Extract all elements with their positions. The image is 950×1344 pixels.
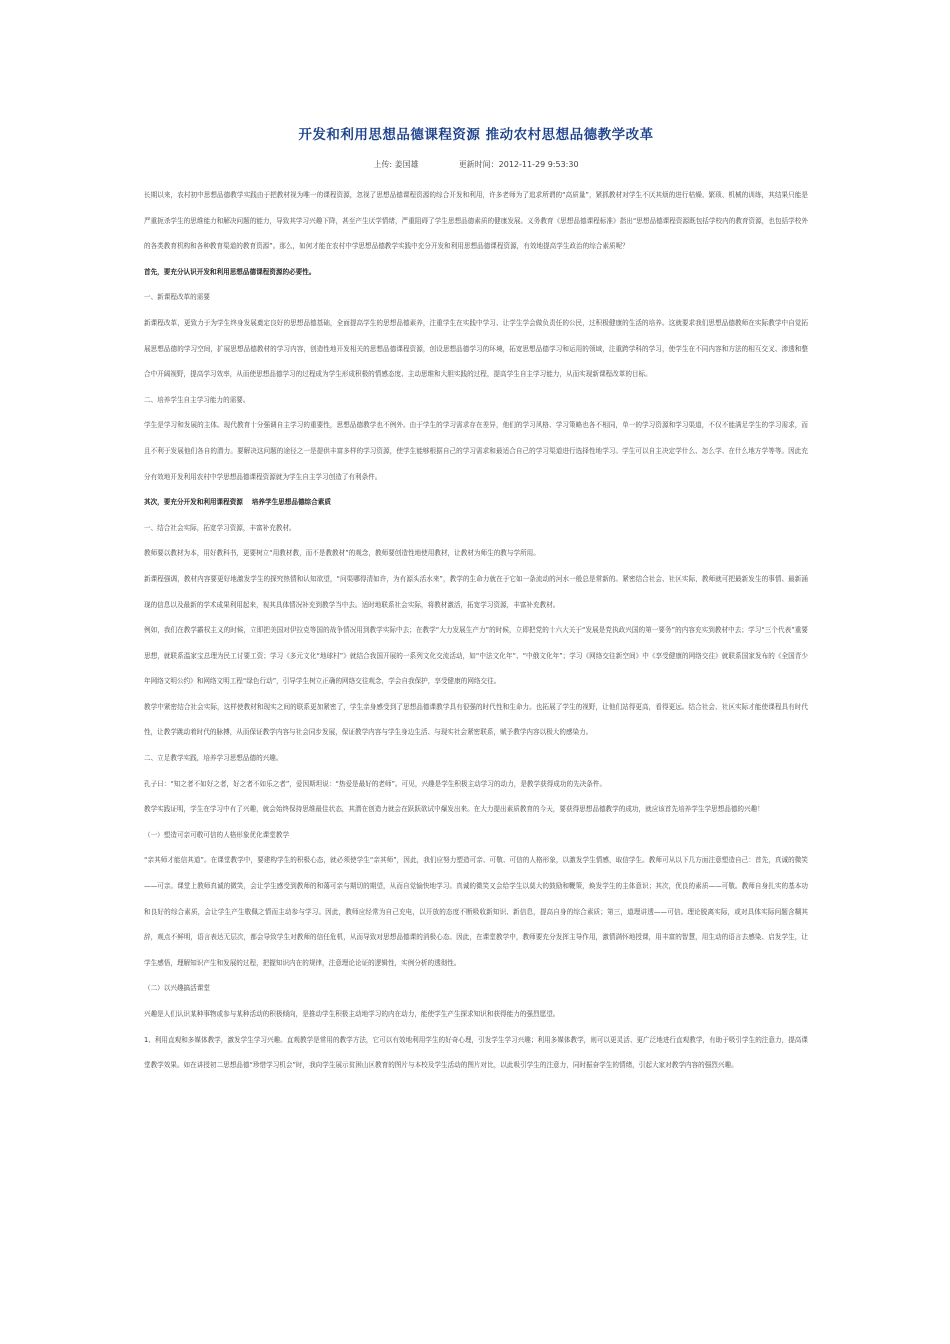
paragraph: “亲其师才能信其道”。在课堂教学中，要建构学生的积极心态，就必须使学生“亲其师”，因此，我们应努力塑造可亲、可敬、可信的人格形象，以激发学生情感，取信学生。教师可从以下几方面注意塑造自己：首先，真诚的微笑——可亲。课堂上教师真诚的微笑，会让学生感受到教师的和蔼可亲与期切的期望，从而自觉愉快地学习。真诚的微笑又会给学生以莫大的鼓励和鞭策，焕发学生的主体意识；其次，优良的素质——可敬。教师自身扎实的基本功和良好的综合素质，会让学生产生敬佩之情而主动参与学习。因此，教师应经常为自己充电，以开放的态度不断吸收新知识、新信息，提高自身的综合素质；第三，道理讲透——可信。理论脱离实际，或对具体实际问题含糊其辞，观点不鲜明，语言表达无层次，都会导致学生对教师的信任危机，从而导致对思想品德课的消极心态。因此，在课堂教学中，教师要充分发挥主导作用，激情满怀地授课，用丰富的智慧，用生动的语言去感染、启发学生，让学生感悟，理解知识产生和发展的过程，把握知识内在的规律，注意理论论证的逻辑性，实例分析的透彻性。 xyxy=(144,856,808,967)
paragraph: 一、新课程改革的需要 xyxy=(144,293,210,302)
updated-time-label: 更新时间：2012-11-29 9:53:30 xyxy=(458,160,579,169)
paragraph: 二、立足教学实践，培养学习思想品德的兴趣。 xyxy=(144,754,283,763)
article-meta xyxy=(144,159,808,171)
paragraph: 兴趣是人们认识某种事物或参与某种活动的积极倾向，是推动学生积极主动地学习的内在动力，能使学生产生探求知识和获得能力的强烈愿望。 xyxy=(144,1010,560,1018)
section-heading: 其次，要充分开发和利用课程资源 培养学生思想品德综合素质 xyxy=(144,498,331,507)
paragraph: 教学实践证明，学生在学习中有了兴趣，就会始终保持思维最佳状态，其潜在创造力就会在跃跃欲试中爆发出来。在大力提出素质教育的今天，要获得思想品德教学的成功，就应该首先培养学生学思想品德的兴趣！ xyxy=(144,805,764,814)
paragraph: 一、结合社会实际，拓宽学习资源，丰富补充教材。 xyxy=(144,523,296,532)
paragraph: 二、培养学生自主学习能力的需要。 xyxy=(144,395,250,404)
uploader-label: 上传: 姜国雄 xyxy=(373,160,419,169)
paragraph: 新课程改革，更致力于为学生终身发展奠定良好的思想品德基础，全面提高学生的思想品德素养，注重学生在实践中学习、让学生学会做负责任的公民，过积极健康的生活的培养。这就要求我们思想品德教师在实际教学中自觉拓展思想品德的学习空间，扩展思想品德教材的学习内容，创造性地开发相关的思想品德课程资源，创设思想品德学习的环境，拓宽思想品德学习和运用的领域，注重跨学科的学习，使学生在不同内容和方法的相互交叉、渗透和整合中开阔视野，提高学习效率，从而使思想品德学习的过程成为学生形成积极的情感态度、主动思维和大胆实践的过程，提高学生自主学习能力，从而实现新课程改革的目标。 xyxy=(144,318,808,379)
paragraph: 1、利用直观和多媒体教学，激发学生学习兴趣。直观教学是常用的教学方法，它可以有效地利用学生的好奇心理，引发学生学习兴趣；利用多媒体教学，则可以更灵活、更广泛地进行直观教学，有助于吸引学生的注意力，提高课堂教学效果。如在讲授初二思想品德“珍惜学习机会”时，我向学生展示贫困山区教育的图片与本校及学生活动的图片对比，以此吸引学生的注意力，同时振奋学生的情绪，引起大家对教学内容的强烈兴趣。 xyxy=(144,1035,808,1070)
paragraph: 教学中紧密结合社会实际，这样使教材和现实之间的联系更加紧密了，学生亲身感受到了思想品德课教学具有很强的时代性和生命力。也拓展了学生的视野，让他们站得更高，看得更远。结合社会、社区实际才能使课程具有时代性，让教学跳动着时代的脉搏，从而保证教学内容与社会同步发展，保证教学内容与学生身边生活、与现实社会紧密联系，赋予教学内容以极大的感染力。 xyxy=(144,702,808,737)
section-heading: 首先，要充分认识开发和利用思想品德课程资源的必要性。 xyxy=(144,267,316,276)
paragraph: 学生是学习和发展的主体。现代教育十分强调自主学习的重要性，思想品德教学也不例外。由于学生的学习需求存在差异，他们的学习风格、学习策略也各不相同，单一的学习资源和学习渠道，不仅不能满足学生的学习需求，而且不利于发展他们各自的潜力。要解决这问题的途径之一是提供丰富多样的学习资源，使学生能够根据自己的学习需求和最适合自己的学习渠道进行选择性地学习。学生可以自主决定学什么、怎么学、在什么地方学等等。因此充分有效地开发利用农村中学思想品德课程资源就为学生自主学习创造了有利条件。 xyxy=(144,421,808,481)
article xyxy=(144,126,808,1079)
paragraph: 新课程强调，教材内容要更好地激发学生的探究热情和认知欲望，“问渠哪得清如许，为有源头活水来”，教学的生命力就在于它如一条流动的河水一般总是常新的。紧密结合社会、社区实际，教师就可把最新发生的事情、最新涌现的信息以及最新的学术成果利用起来，视其具体情况补充到教学当中去。适时地联系社会实际，将教材激活，拓宽学习资源，丰富补充教材。 xyxy=(144,574,808,609)
paragraph: （一）塑造可亲可敬可信的人格形象优化课堂教学 xyxy=(144,830,290,839)
paragraph: （二）以兴趣搞活课堂 xyxy=(144,984,210,993)
article-title: 开发和利用思想品德课程资源 推动农村思想品德教学改革 xyxy=(298,127,654,143)
paragraph: 孔子曰：“知之者不如好之者，好之者不如乐之者”，爱因斯坦说：“热爱是最好的老师”。可见，兴趣是学生积极主动学习的动力，是教学获得成功的先决条件。 xyxy=(144,779,607,788)
paragraph: 例如，我们在教学霸权主义的时候，立即把美国对伊拉克等国的战争情况用到教学实际中去；在教学“大力发展生产力”的时候，立即把党的十六大关于“发展是党执政兴国的第一要务”的内容充实到教材中去；学习“三个代表”重要思想，就联系温家宝总理为民工讨要工资；学习《多元文化“地球村”》就结合我国开展的一系列文化交流活动，如“中法文化年”、“中俄文化年”；学习《网络交往新空间》中《享受健康的网络交往》就联系国家发布的《全国青少年网络文明公约》和网络文明工程“绿色行动”，引导学生树立正确的网络交往观念，学会自我保护，享受健康的网络交往。 xyxy=(144,626,808,686)
paragraph: 长期以来，农村初中思想品德教学实践由于把教材视为唯一的课程资源，忽视了思想品德课程资源的综合开发和利用，许多老师为了追求所谓的“高质量”，紧抓教材对学生不厌其烦的进行枯燥、繁琐、机械的训练，其结果只能是严重扼杀学生的思维能力和解决问题的能力，导致其学习兴趣下降，甚至产生厌学情绪，严重阻碍了学生思想品德素质的健康发展。义务教育《思想品德课程标准》指出“思想品德课程资源既包括学校内的教育资源，也包括学校外的各类教育机构和各种教育渠道的教育资源”。那么，如何才能在农村中学思想品德教学实践中充分开发和利用思想品德课程资源，有效地提高学生政治的综合素质呢？ xyxy=(144,191,808,251)
article-body xyxy=(144,183,808,1079)
paragraph: 教师要以教材为本，用好教科书，更要树立“用教材教，而不是教教材”的观念，教师要创造性地使用教材，让教材为师生的教与学所用。 xyxy=(144,549,540,558)
